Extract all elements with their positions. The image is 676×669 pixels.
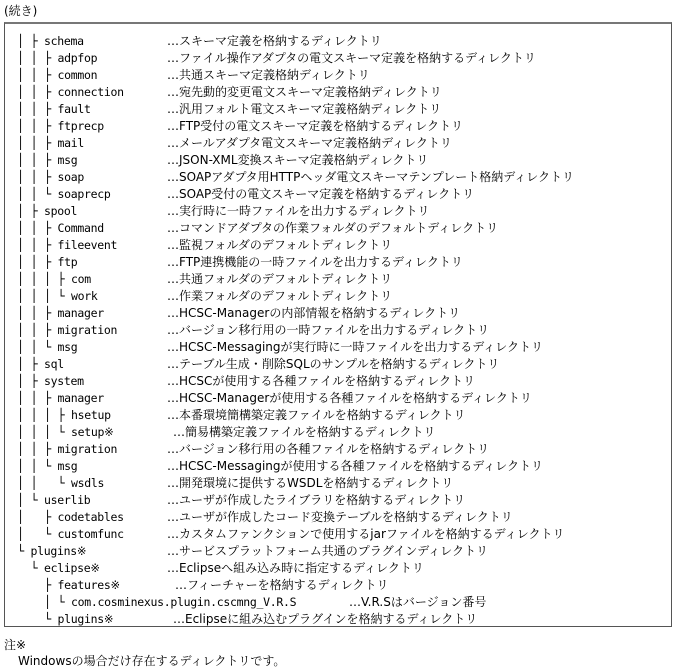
directory-description: …ユーザが作成したライブラリを格納するディレクトリ <box>167 493 466 507</box>
tree-branch: │ ├ schema <box>17 34 84 48</box>
tree-branch: └ plugins※ <box>17 544 87 558</box>
directory-description: …バージョン移行用の各種ファイルを格納するディレクトリ <box>167 442 490 456</box>
directory-description: …HCSCが使用する各種ファイルを格納するディレクトリ <box>167 374 475 388</box>
directory-name: plugins※ <box>30 544 87 558</box>
directory-tree-box <box>4 22 672 627</box>
directory-name: setup※ <box>71 425 114 439</box>
directory-description: …実行時に一時ファイルを出力するディレクトリ <box>167 204 430 218</box>
directory-name: msg <box>57 153 78 167</box>
tree-branch: │ │ ├ manager <box>17 391 104 405</box>
tree-branch: │ │ │ └ work <box>17 289 98 303</box>
directory-description: …JSON-XML変換スキーマ定義格納ディレクトリ <box>167 153 429 167</box>
directory-description: …HCSC-Managerが使用する各種ファイルを格納するディレクトリ <box>167 391 532 405</box>
directory-description: …作業フォルダのデフォルトディレクトリ <box>167 289 393 303</box>
directory-description: …テーブル生成・削除SQLのサンプルを格納するディレクトリ <box>167 357 500 371</box>
directory-name: fault <box>57 102 91 116</box>
directory-name: mail <box>57 136 84 150</box>
tree-branch: │ │ ├ fault <box>17 102 91 116</box>
directory-description: …スキーマ定義を格納するディレクトリ <box>167 34 382 48</box>
tree-branch: │ │ ├ migration <box>17 442 118 456</box>
directory-name: spool <box>44 204 78 218</box>
tree-branch: │ │ ├ soap <box>17 170 84 184</box>
tree-branch: │ │ ├ ftp <box>17 255 78 269</box>
tree-branch: └ plugins※ <box>44 612 114 626</box>
tree-branch: │ │ ├ common <box>17 68 98 82</box>
tree-branch: │ │ │ ├ hsetup <box>17 408 111 422</box>
directory-name: com <box>71 272 91 286</box>
directory-description: …メールアダプタ電文スキーマ定義格納ディレクトリ <box>167 136 452 150</box>
tree-branch: │ └ com.cosminexus.plugin.cscmng_V.R.S <box>44 595 297 609</box>
directory-name: hsetup <box>71 408 111 422</box>
tree-branch: │ │ └ soaprecp <box>17 187 111 201</box>
directory-description: …汎用フォルト電文スキーマ定義格納ディレクトリ <box>167 102 442 116</box>
directory-description: …SOAP受付の電文スキーマ定義を格納するディレクトリ <box>167 187 475 201</box>
directory-description: …ユーザが作成したコード変換テーブルを格納するディレクトリ <box>167 510 513 524</box>
tree-branch: │ │ └ wsdls <box>17 476 105 490</box>
directory-name: system <box>44 374 84 388</box>
directory-description: …HCSC-Messagingが使用する各種ファイルを格納するディレクトリ <box>167 459 544 473</box>
directory-description: …Eclipseに組み込むプラグインを格納するディレクトリ <box>173 612 478 626</box>
directory-name: schema <box>44 34 84 48</box>
tree-branch: │ └ customfunc <box>17 527 124 541</box>
directory-name: com.cosminexus.plugin.cscmng_V.R.S <box>71 595 297 609</box>
directory-description: …サービスプラットフォーム共通のプラグインディレクトリ <box>167 544 489 558</box>
note-title: 注※ <box>4 638 27 652</box>
directory-name: sql <box>44 357 64 371</box>
directory-description: …共通フォルダのデフォルトディレクトリ <box>167 272 393 286</box>
tree-branch: └ eclipse※ <box>30 561 100 575</box>
directory-description: …コマンドアダプタの作業フォルダのデフォルトディレクトリ <box>167 221 499 235</box>
directory-name: work <box>71 289 98 303</box>
tree-branch: │ │ ├ mail <box>17 136 84 150</box>
tree-branch: │ ├ spool <box>17 204 78 218</box>
tree-branch: │ │ ├ manager <box>17 306 104 320</box>
directory-description: …SOAPアダプタ用HTTPヘッダ電文スキーマテンプレート格納ディレクトリ <box>167 170 575 184</box>
directory-description: …ファイル操作アダプタの電文スキーマ定義を格納するディレクトリ <box>167 51 536 65</box>
continued-label: (続き) <box>4 4 38 18</box>
directory-description: …監視フォルダのデフォルトディレクトリ <box>167 238 393 252</box>
directory-description: …HCSC-Messagingが実行時に一時ファイルを出力するディレクトリ <box>167 340 544 354</box>
tree-branch: │ └ userlib <box>17 493 91 507</box>
directory-description: …フィーチャーを格納するディレクトリ <box>175 578 389 592</box>
tree-branch: │ ├ sql <box>17 357 64 371</box>
directory-name: adpfop <box>57 51 98 65</box>
tree-branch: │ │ └ msg <box>17 340 78 354</box>
tree-branch: ├ features※ <box>44 578 120 592</box>
directory-name: msg <box>57 459 78 473</box>
directory-name: codetables <box>57 510 124 524</box>
tree-branch: │ │ ├ msg <box>17 153 78 167</box>
directory-name: soap <box>57 170 84 184</box>
tree-branch: │ ├ codetables <box>17 510 124 524</box>
tree-branch: │ │ │ └ setup※ <box>17 425 114 439</box>
directory-description: …Eclipseへ組み込み時に指定するディレクトリ <box>167 561 424 575</box>
directory-name: userlib <box>44 493 91 507</box>
tree-branch: │ │ ├ adpfop <box>17 51 98 65</box>
directory-name: wsdls <box>71 476 105 490</box>
directory-name: migration <box>57 442 118 456</box>
tree-branch: │ │ └ msg <box>17 459 78 473</box>
directory-name: fileevent <box>57 238 118 252</box>
directory-name: customfunc <box>57 527 124 541</box>
directory-description: …V.R.Sはバージョン番号 <box>349 595 487 609</box>
directory-name: migration <box>57 323 118 337</box>
tree-branch: │ │ ├ fileevent <box>17 238 118 252</box>
directory-name: eclipse※ <box>44 561 100 575</box>
directory-description: …本番環境簡構築定義ファイルを格納するディレクトリ <box>167 408 466 422</box>
directory-description: …共通スキーマ定義格納ディレクトリ <box>167 68 370 82</box>
directory-name: manager <box>57 306 104 320</box>
directory-name: ftprecp <box>57 119 104 133</box>
directory-name: Command <box>57 221 104 235</box>
tree-branch: │ │ ├ migration <box>17 323 118 337</box>
tree-branch: │ │ ├ connection <box>17 85 124 99</box>
directory-description: …バージョン移行用の一時ファイルを出力するディレクトリ <box>167 323 490 337</box>
directory-description: …開発環境に提供するWSDLを格納するディレクトリ <box>167 476 454 490</box>
directory-name: soaprecp <box>57 187 111 201</box>
directory-description: …HCSC-Managerの内部情報を格納するディレクトリ <box>167 306 461 320</box>
directory-name: ftp <box>57 255 78 269</box>
directory-name: features※ <box>57 578 120 592</box>
note-body: Windowsの場合だけ存在するディレクトリです。 <box>18 654 286 668</box>
tree-branch: │ ├ system <box>17 374 84 388</box>
directory-description: …FTP受付の電文スキーマ定義を格納するディレクトリ <box>167 119 464 133</box>
directory-description: …FTP連携機能の一時ファイルを出力するディレクトリ <box>167 255 463 269</box>
directory-description: …カスタムファンクションで使用するjarファイルを格納するディレクトリ <box>167 527 565 541</box>
directory-name: msg <box>57 340 78 354</box>
directory-name: manager <box>57 391 104 405</box>
directory-name: connection <box>57 85 124 99</box>
directory-name: plugins※ <box>57 612 114 626</box>
tree-branch: │ │ │ ├ com <box>17 272 91 286</box>
tree-branch: │ │ ├ ftprecp <box>17 119 104 133</box>
directory-name: common <box>57 68 98 82</box>
tree-branch: │ │ ├ Command <box>17 221 104 235</box>
directory-description: …簡易構築定義ファイルを格納するディレクトリ <box>173 425 436 439</box>
directory-description: …宛先動的変更電文スキーマ定義格納ディレクトリ <box>167 85 442 99</box>
